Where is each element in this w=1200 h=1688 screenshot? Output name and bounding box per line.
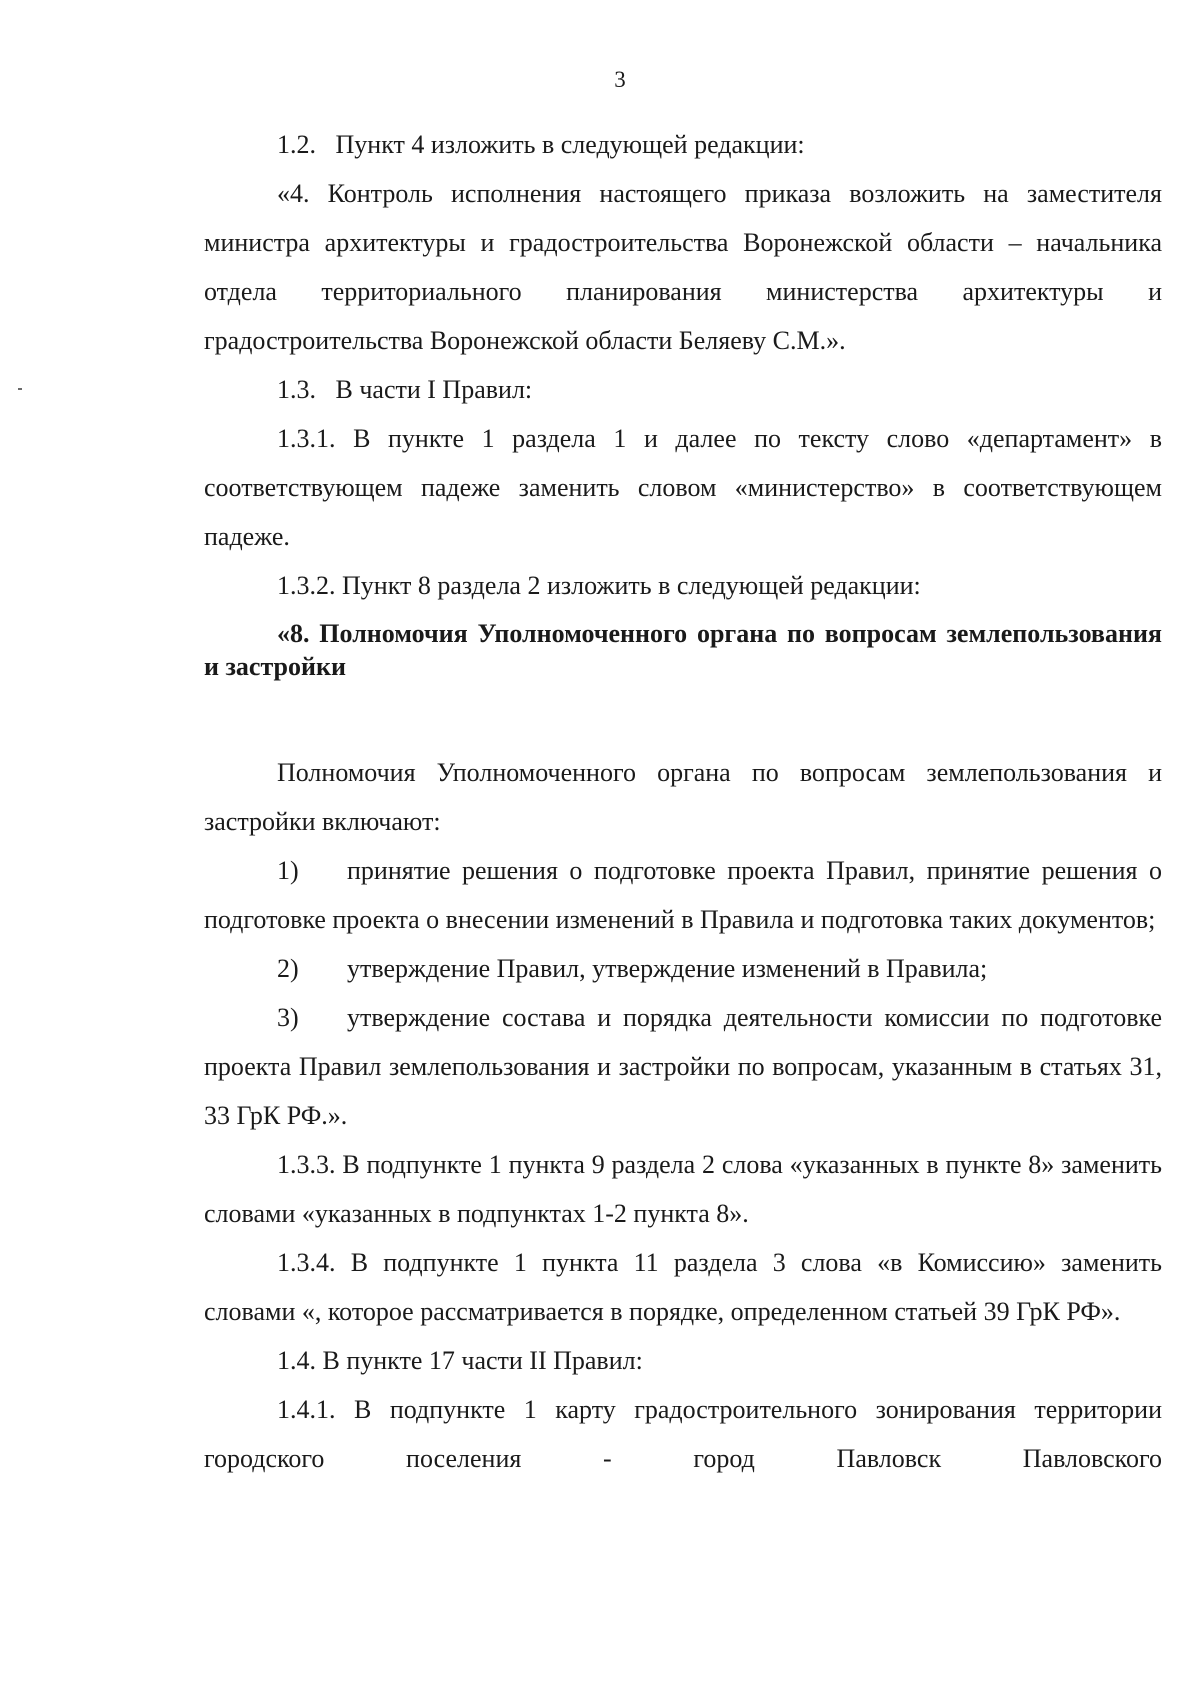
list-item-number: 3) (277, 1003, 299, 1032)
list-item-number: 2) (277, 954, 299, 983)
scan-artifact (18, 388, 22, 390)
list-item (204, 846, 1162, 944)
paragraph-1-3-4: 1.3.4. В подпункте 1 пункта 11 раздела 3 слова «в Комиссию» заменить словами «, которое рассматривается в порядке, определенном статьей 39 ГрК РФ». (204, 1248, 1162, 1326)
list-item-text: принятие решения о подготовке проекта Правил, принятие решения о подготовке проекта о внесении изменений в Правила и подготовка таких документов; (204, 856, 1162, 934)
paragraph-1-4-1: 1.4.1. В подпункте 1 карту градостроительного зонирования территории городского поселения - город Павловск Павловского (204, 1395, 1162, 1473)
list-item-text: утверждение состава и порядка деятельности комиссии по подготовке проекта Правил землепользования и застройки по вопросам, указанным в статьях 31, 33 ГрК РФ.». (204, 1003, 1162, 1130)
paragraph-1-3: 1.3. В части I Правил: (277, 375, 533, 404)
paragraph-1-3-3: 1.3.3. В подпункте 1 пункта 9 раздела 2 слова «указанных в пункте 8» заменить словами «указанных в подпунктах 1-2 пункта 8». (204, 1150, 1162, 1228)
paragraph-control-clause: «4. Контроль исполнения настоящего приказа возложить на заместителя министра архитектуры и градостроительства Воронежской области – начальника отдела территориального планирования министерства архитектуры и градостроительства Воронежской области Беляеву С.М.». (204, 179, 1162, 355)
list-item (204, 944, 1162, 993)
list-item-number: 1) (277, 856, 299, 885)
paragraph-1-3-1: 1.3.1. В пункте 1 раздела 1 и далее по тексту слово «департамент» в соответствующем падеже заменить словом «министерство» в соответствующем падеже. (204, 424, 1162, 551)
paragraph-1-4: 1.4. В пункте 17 части II Правил: (277, 1346, 643, 1375)
section-heading: «8. Полномочия Уполномоченного органа по вопросам землепользования и застройки (204, 619, 1162, 681)
page-number: 3 (614, 67, 626, 92)
list-item (204, 993, 1162, 1140)
list-item-text: утверждение Правил, утверждение изменений в Правила; (347, 954, 988, 983)
paragraph-powers-intro: Полномочия Уполномоченного органа по вопросам землепользования и застройки включают: (204, 758, 1162, 836)
document-body (204, 120, 1162, 1483)
paragraph-1-2: 1.2. Пункт 4 изложить в следующей редакции: (277, 130, 805, 159)
paragraph-1-3-2: 1.3.2. Пункт 8 раздела 2 изложить в следующей редакции: (277, 571, 921, 600)
